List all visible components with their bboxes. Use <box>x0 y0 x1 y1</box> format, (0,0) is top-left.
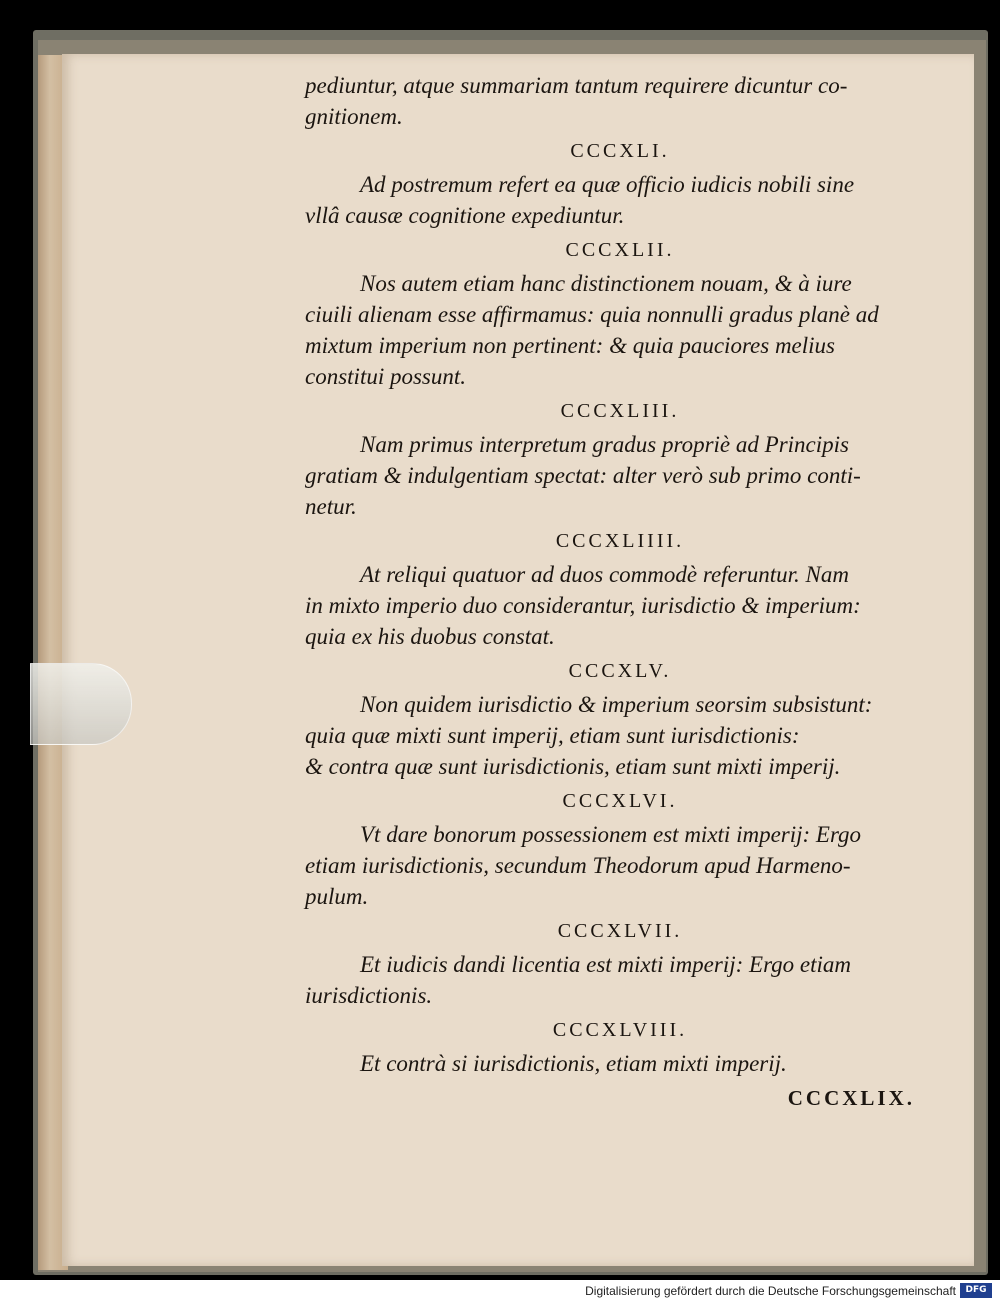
section-number: CCCXLVII. <box>557 920 683 942</box>
text-line: quia ex his duobus constat. <box>305 624 555 649</box>
section-number: CCCXLI. <box>570 140 670 162</box>
text-line: Et iudicis dandi licentia est mixti imperij: Ergo etiam <box>360 952 852 977</box>
page-text <box>305 70 935 1114</box>
text-line: & contra quæ sunt iurisdictionis, etiam sunt mixti imperij. <box>305 754 841 779</box>
text-line: ciuili alienam esse affirmamus: quia nonnulli gradus planè ad <box>305 302 879 327</box>
text-line: pulum. <box>305 884 369 909</box>
text-line: Non quidem iurisdictio & imperium seorsim subsistunt: <box>360 692 873 717</box>
text-line: At reliqui quatuor ad duos commodè referuntur. Nam <box>360 562 849 587</box>
section-number: CCCXLII. <box>565 239 675 261</box>
text-line: vllâ causæ cognitione expediuntur. <box>305 203 625 228</box>
text-line: netur. <box>305 494 357 519</box>
text-line: Et contrà si iurisdictionis, etiam mixti imperij. <box>360 1051 787 1076</box>
text-line: etiam iurisdictionis, secundum Theodorum apud Harmeno- <box>305 853 851 878</box>
section-number: CCCXLVI. <box>562 790 678 812</box>
text-line: gratiam & indulgentiam spectat: alter verò sub primo conti- <box>305 463 861 488</box>
section-number: CCCXLIIII. <box>555 530 685 552</box>
footer-bar <box>0 1280 1000 1303</box>
text-line: Nos autem etiam hanc distinctionem nouam, & à iure <box>360 271 852 296</box>
text-line: Nam primus interpretum gradus propriè ad Principis <box>360 432 849 457</box>
text-line: Vt dare bonorum possessionem est mixti imperij: Ergo <box>360 822 862 847</box>
text-line: Ad postremum refert ea quæ officio iudicis nobili sine <box>360 172 855 197</box>
text-line: pediuntur, atque summariam tantum requirere dicuntur co- <box>305 73 848 98</box>
section-number: CCCXLV. <box>568 660 672 682</box>
text-line: constitui possunt. <box>305 364 467 389</box>
footer-credit: Digitalisierung gefördert durch die Deutsche Forschungsgemeinschaft <box>585 1284 956 1298</box>
catchword: CCCXLIX. <box>787 1086 915 1110</box>
section-number: CCCXLVIII. <box>552 1019 688 1041</box>
text-line: mixtum imperium non pertinent: & quia pauciores melius <box>305 333 835 358</box>
text-line: iurisdictionis. <box>305 983 433 1008</box>
dfg-logo: DFG <box>960 1283 992 1298</box>
text-line: in mixto imperio duo considerantur, iurisdictio & imperium: <box>305 593 861 618</box>
text-line: quia quæ mixti sunt imperij, etiam sunt iurisdictionis: <box>305 723 800 748</box>
section-number: CCCXLIII. <box>560 400 680 422</box>
text-line: gnitionem. <box>305 104 403 129</box>
page-clip <box>30 663 132 745</box>
